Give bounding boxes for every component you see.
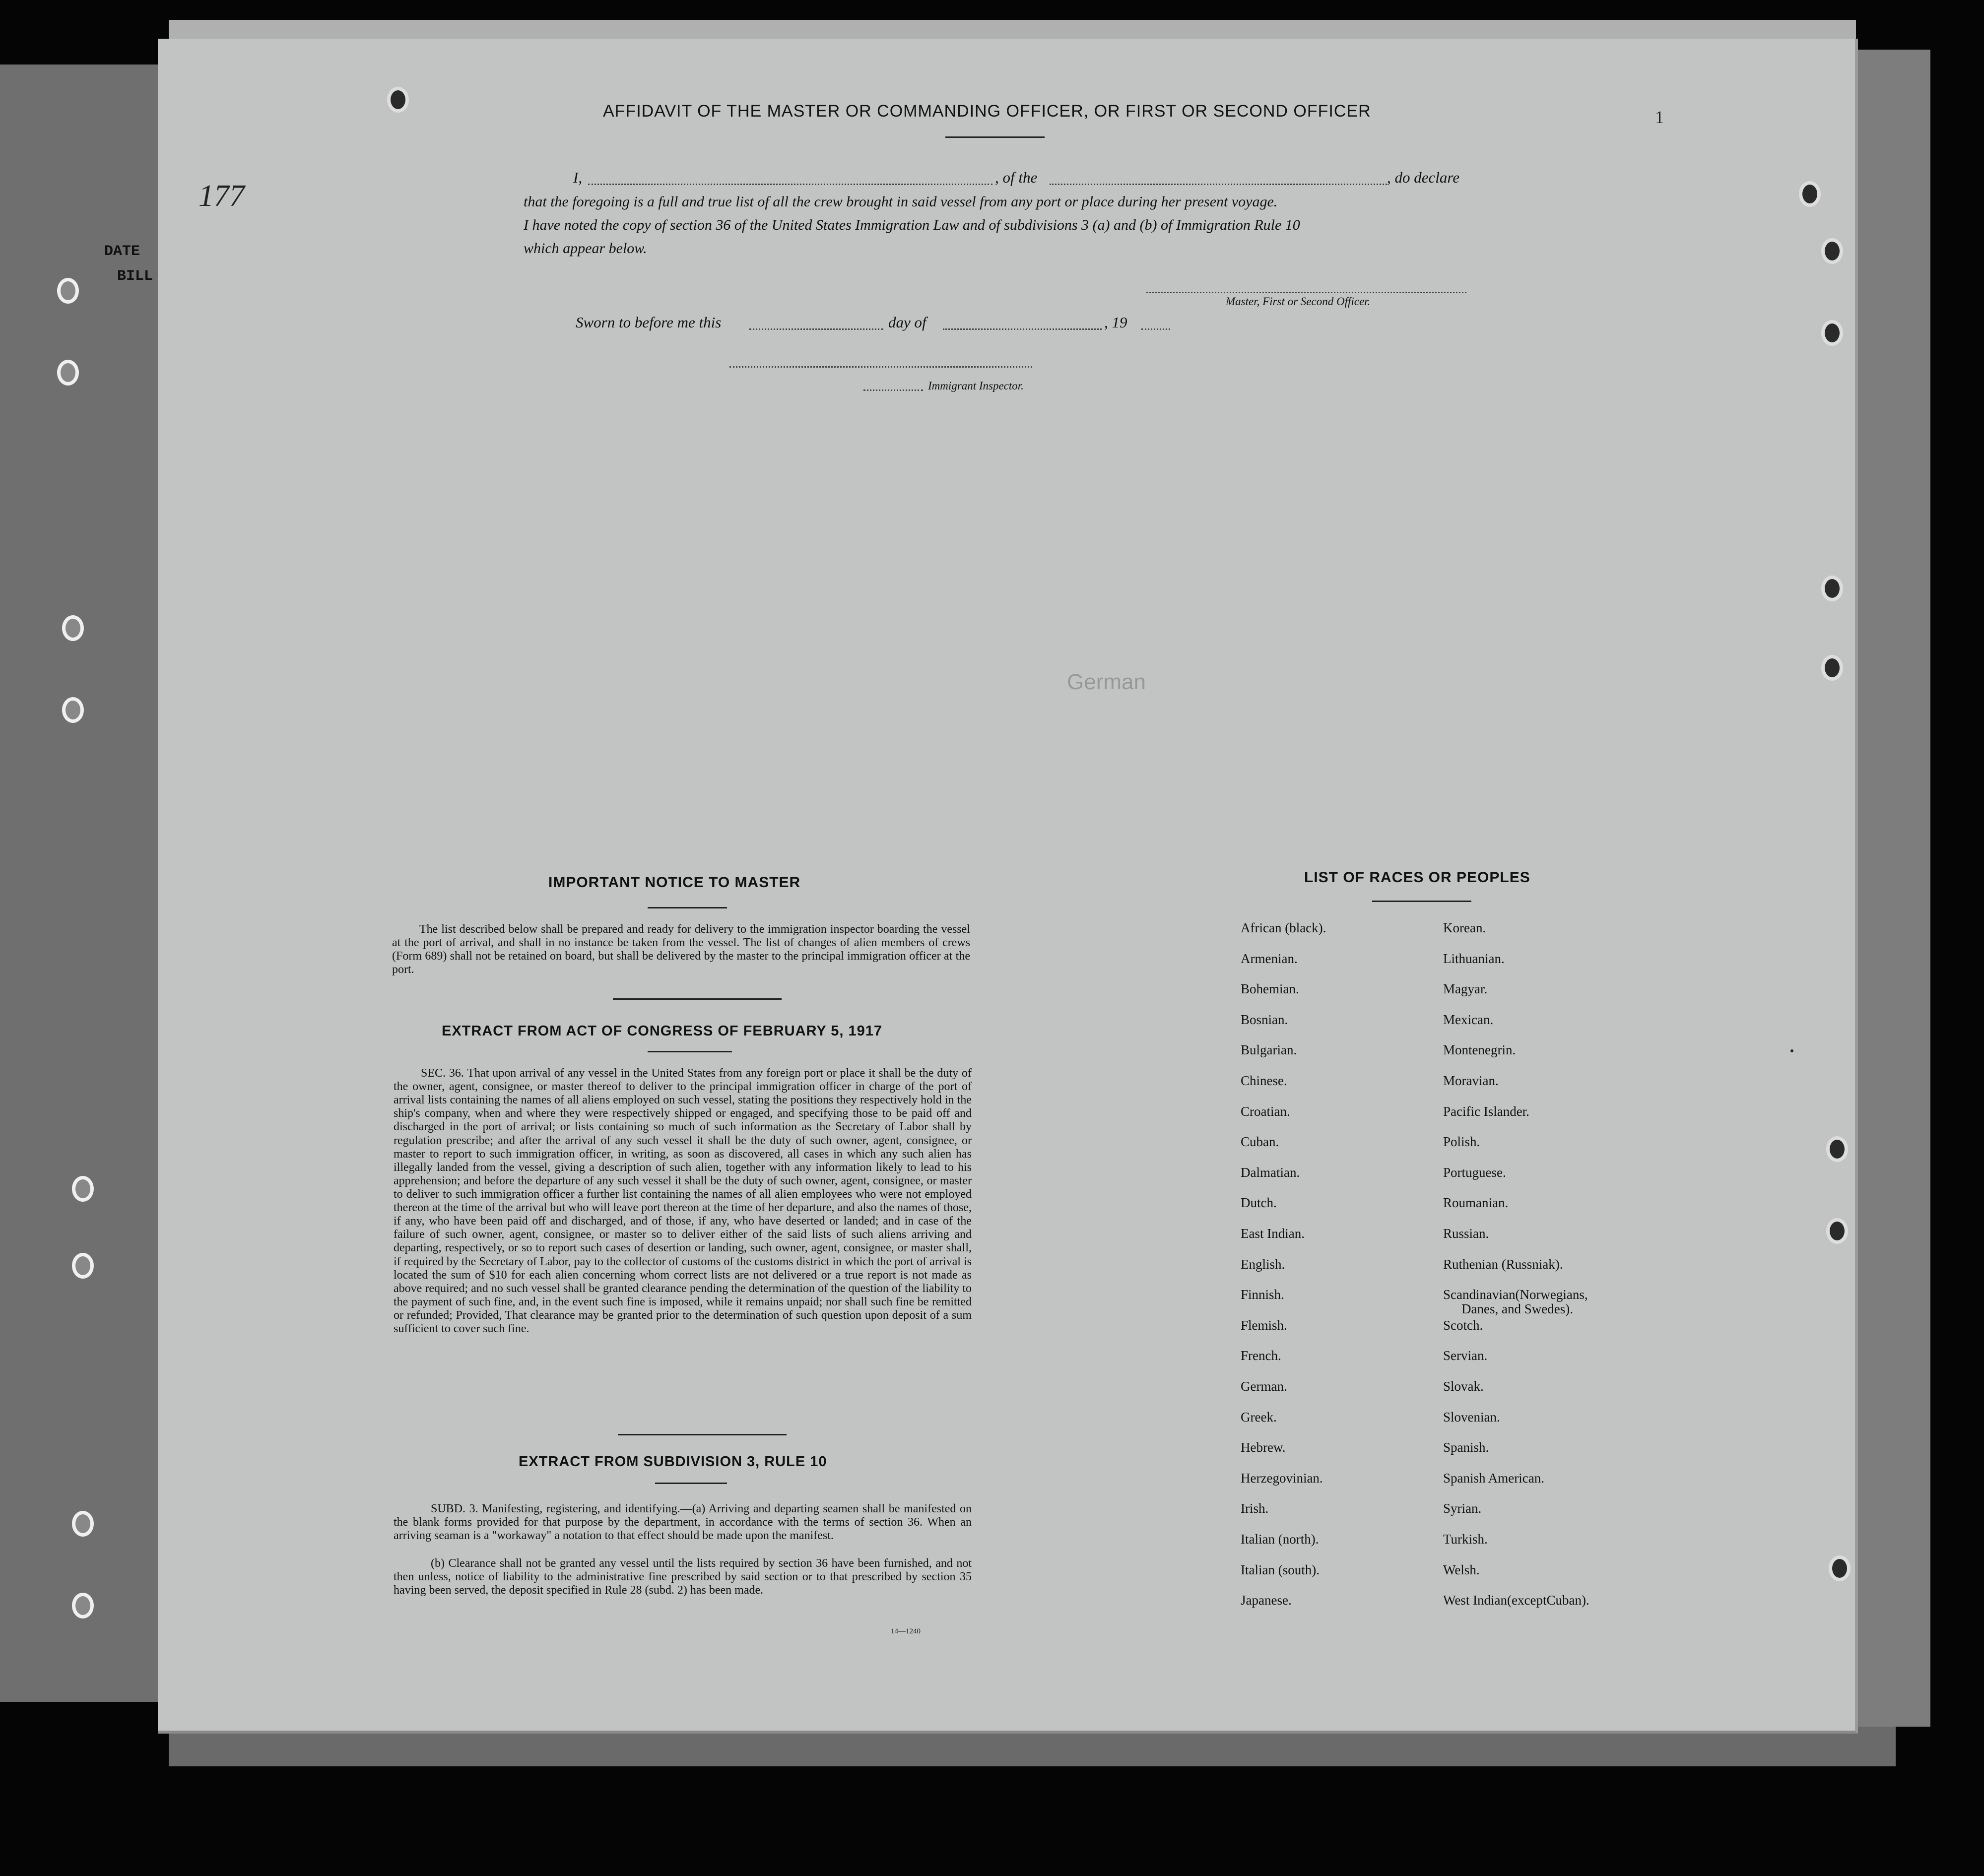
race-item: Roumanian. (1443, 1195, 1509, 1211)
binder-hole-icon (387, 87, 409, 113)
year-field[interactable] (1141, 328, 1170, 330)
sworn-day-field[interactable] (749, 328, 883, 330)
race-item: West Indian(exceptCuban). (1443, 1593, 1589, 1608)
race-item: Chinese. (1241, 1073, 1287, 1088)
form-number: 14—1240 (891, 1627, 921, 1635)
margin-number: 177 (198, 179, 245, 213)
affidavit-declare: , do declare (1387, 169, 1460, 186)
notice-text: The list described below shall be prepared and ready for delivery to the immigration inspector boarding the vessel at the port of arrival, and shall in no instance be taken from the vessel. The list of changes of alien members of crews (Form 689) shall not be retained on board, but shall be delivered by the master to the principal immigration officer at the port. (392, 923, 970, 976)
vessel-field[interactable] (1050, 184, 1387, 185)
binder-hole-icon (1821, 320, 1843, 346)
race-item: Ruthenian (Russniak). (1443, 1256, 1563, 1272)
race-item: Herzegovinian. (1241, 1470, 1323, 1486)
race-item: Scotch. (1443, 1317, 1483, 1333)
race-item: Lithuanian. (1443, 951, 1505, 966)
binder-hole-icon (62, 697, 84, 723)
race-item: Flemish. (1241, 1317, 1287, 1333)
races-title: LIST OF RACES OR PEOPLES (1304, 869, 1530, 886)
race-item: Turkish. (1443, 1532, 1488, 1547)
inspector-label: Immigrant Inspector. (928, 380, 1024, 392)
race-item: Finnish. (1241, 1287, 1284, 1302)
master-signature-label: Master, First or Second Officer. (1226, 295, 1371, 308)
binder-hole-icon (57, 278, 79, 304)
race-item: Hebrew. (1241, 1440, 1286, 1455)
binder-hole-icon (1799, 181, 1821, 207)
race-item: Polish. (1443, 1134, 1480, 1150)
race-item: Montenegrin. (1443, 1042, 1516, 1058)
underlying-page-strip (0, 65, 158, 1702)
race-item: Italian (south). (1241, 1562, 1320, 1577)
binder-hole-icon (72, 1511, 94, 1537)
notice-rule (648, 907, 727, 908)
race-item: Japanese. (1241, 1593, 1292, 1608)
binder-hole-icon (1826, 1136, 1848, 1162)
notice-divider (613, 998, 782, 1000)
act-rule (648, 1051, 732, 1052)
races-rule (1372, 901, 1471, 902)
binder-hole-icon (1821, 576, 1843, 601)
master-signature-field[interactable] (1146, 292, 1466, 293)
binder-hole-icon (1821, 655, 1843, 681)
binder-hole-icon (1829, 1555, 1851, 1581)
rule-subd-a: SUBD. 3. Manifesting, registering, and identifying.—(a) Arriving and departing seamen shall be manifested on the blank forms provided for that purpose by the department, in accordance with the terms of section 36. When an arriving seaman is a "workaway" a notation to that effect should be made upon the manifest. (394, 1502, 972, 1543)
act-divider (618, 1434, 787, 1435)
race-item: Mexican. (1443, 1012, 1494, 1027)
sworn-text: Sworn to before me this (576, 314, 722, 331)
race-item: Slovak. (1443, 1379, 1484, 1394)
sheet-top-edge (169, 20, 1856, 40)
rule-title: EXTRACT FROM SUBDIVISION 3, RULE 10 (519, 1454, 827, 1470)
race-item: East Indian. (1241, 1226, 1305, 1241)
race-item: Pacific Islander. (1443, 1103, 1529, 1119)
race-item: Croatian. (1241, 1103, 1290, 1119)
race-item: Bohemian. (1241, 981, 1299, 997)
affidavit-line4: which appear below. (524, 240, 647, 257)
affidavit-line1 (573, 169, 582, 187)
race-item: Bulgarian. (1241, 1042, 1297, 1058)
binder-hole-icon (62, 615, 84, 641)
sworn-month-field[interactable] (943, 328, 1102, 330)
race-item: Armenian. (1241, 951, 1298, 966)
race-item: Syrian. (1443, 1501, 1482, 1516)
affidavit-line2: that the foregoing is a full and true list of all the crew brought in said vessel from any port or place during her present voyage. (524, 194, 1278, 210)
affidavit-of-the: , of the (995, 169, 1038, 186)
name-field[interactable] (588, 184, 992, 185)
race-item: African (black). (1241, 920, 1326, 935)
race-item: Russian. (1443, 1226, 1489, 1241)
binder-hole-icon (57, 360, 79, 386)
binder-hole-icon (72, 1176, 94, 1202)
binder-hole-icon (1826, 1218, 1848, 1244)
rule-subd-b: (b) Clearance shall not be granted any vessel until the lists required by section 36 have been furnished, and not then unless, notice of liability to the administrative fine prescribed by said section or to that prescribed by section 35 having been served, the deposit specified in Rule 28 (subd. 2) has been made. (394, 1557, 972, 1597)
rule-title-rule (655, 1483, 727, 1484)
margin-date-fragment: DATE (104, 243, 140, 260)
act-title: EXTRACT FROM ACT OF CONGRESS OF FEBRUARY 5, 1917 (442, 1023, 883, 1039)
race-item: Dalmatian. (1241, 1164, 1300, 1180)
race-item: Irish. (1241, 1501, 1269, 1516)
inspector-line (863, 389, 923, 391)
manifest-sheet (158, 39, 1858, 1734)
day-of-text: day of (888, 314, 926, 331)
back-sheet-right (1856, 50, 1930, 1727)
bleed-through-text: German (1067, 670, 1146, 694)
race-item: Bosnian. (1241, 1012, 1288, 1027)
race-item: Magyar. (1443, 981, 1488, 997)
race-item: Scandinavian(Norwegians, (1443, 1287, 1588, 1302)
race-item: Moravian. (1443, 1073, 1499, 1088)
race-item: Korean. (1443, 920, 1486, 935)
race-item-continuation: Danes, and Swedes). (1461, 1301, 1573, 1317)
margin-bill-fragment: BILL (117, 268, 153, 285)
stray-mark (1790, 1049, 1793, 1052)
act-text: SEC. 36. That upon arrival of any vessel in the United States from any foreign port or place it shall be the duty of the owner, agent, consignee, or master thereof to deliver to the principal immigration officer in charge of the port of arrival lists containing the names of all aliens employed on such vessel, stating the positions they respectively hold in the ship's company, when and where they were respectively shipped or engaged, and specifying those to be paid off and discharged in the port of arrival; or lists containing so much of such information as the Secretary of Labor shall by regulation prescribe; and after the arrival of any such vessel it shall be the duty of such owner, agent, consignee, or master to report to such immigration officer, in writing, as soon as discovered, all cases in which any such alien has illegally landed from the vessel, giving a description of such alien, together with any information likely to lead to his apprehension; and before the departure of any such vessel it shall be the duty of such owner, agent, consignee, or master to deliver to such immigration officer a further list containing the names of all alien employees who were not employed thereon at the time of the arrival but who will leave port thereon at the time of her departure, and also the names of those, if any, who have been paid off and discharged, and of those, if any, who have deserted or landed; and in case of the failure of such owner, agent, consignee, or master so to deliver either of the said lists of such aliens arriving and departing, respectively, or so to report such cases of desertion or landing, such owner, agent, consignee, or master shall, if required by the Secretary of Labor, pay to the collector of customs of the customs district in which the port of arrival is located the sum of $10 for each alien concerning whom correct lists are not delivered or a true report is not made as above required; and no such vessel shall be granted clearance pending the determination of the question of the liability to the payment of such fine, and, in the event such fine is imposed, while it remains unpaid; nor shall such fine be remitted or refunded; Provided, That clearance may be granted prior to the determination of such question upon deposit of a sum sufficient to cover such fine. (394, 1067, 972, 1336)
race-item: Portuguese. (1443, 1164, 1506, 1180)
binder-hole-icon (1821, 238, 1843, 264)
race-item: German. (1241, 1379, 1287, 1394)
race-item: Spanish. (1443, 1440, 1489, 1455)
notice-title: IMPORTANT NOTICE TO MASTER (548, 874, 801, 891)
race-item: Slovenian. (1443, 1409, 1500, 1424)
race-item: Welsh. (1443, 1562, 1480, 1577)
race-item: Dutch. (1241, 1195, 1277, 1211)
binder-hole-icon (72, 1593, 94, 1618)
affidavit-title: AFFIDAVIT OF THE MASTER OR COMMANDING OFFICER, OR FIRST OR SECOND OFFICER (603, 102, 1371, 121)
race-item: Cuban. (1241, 1134, 1279, 1150)
race-item: English. (1241, 1256, 1285, 1272)
binder-hole-icon (72, 1253, 94, 1279)
title-rule (945, 136, 1045, 138)
race-item: French. (1241, 1348, 1281, 1363)
affidavit-line3: I have noted the copy of section 36 of the United States Immigration Law and of subdivisions 3 (a) and (b) of Immigration Rule 10 (524, 217, 1300, 233)
affidavit-i: I, (573, 169, 583, 186)
year-text: , 19 (1104, 314, 1127, 331)
inspector-signature-field[interactable] (729, 366, 1032, 368)
race-item: Greek. (1241, 1409, 1277, 1424)
race-item: Italian (north). (1241, 1532, 1319, 1547)
page-number: 1 (1655, 107, 1664, 127)
race-item: Servian. (1443, 1348, 1488, 1363)
race-item: Spanish American. (1443, 1470, 1544, 1486)
